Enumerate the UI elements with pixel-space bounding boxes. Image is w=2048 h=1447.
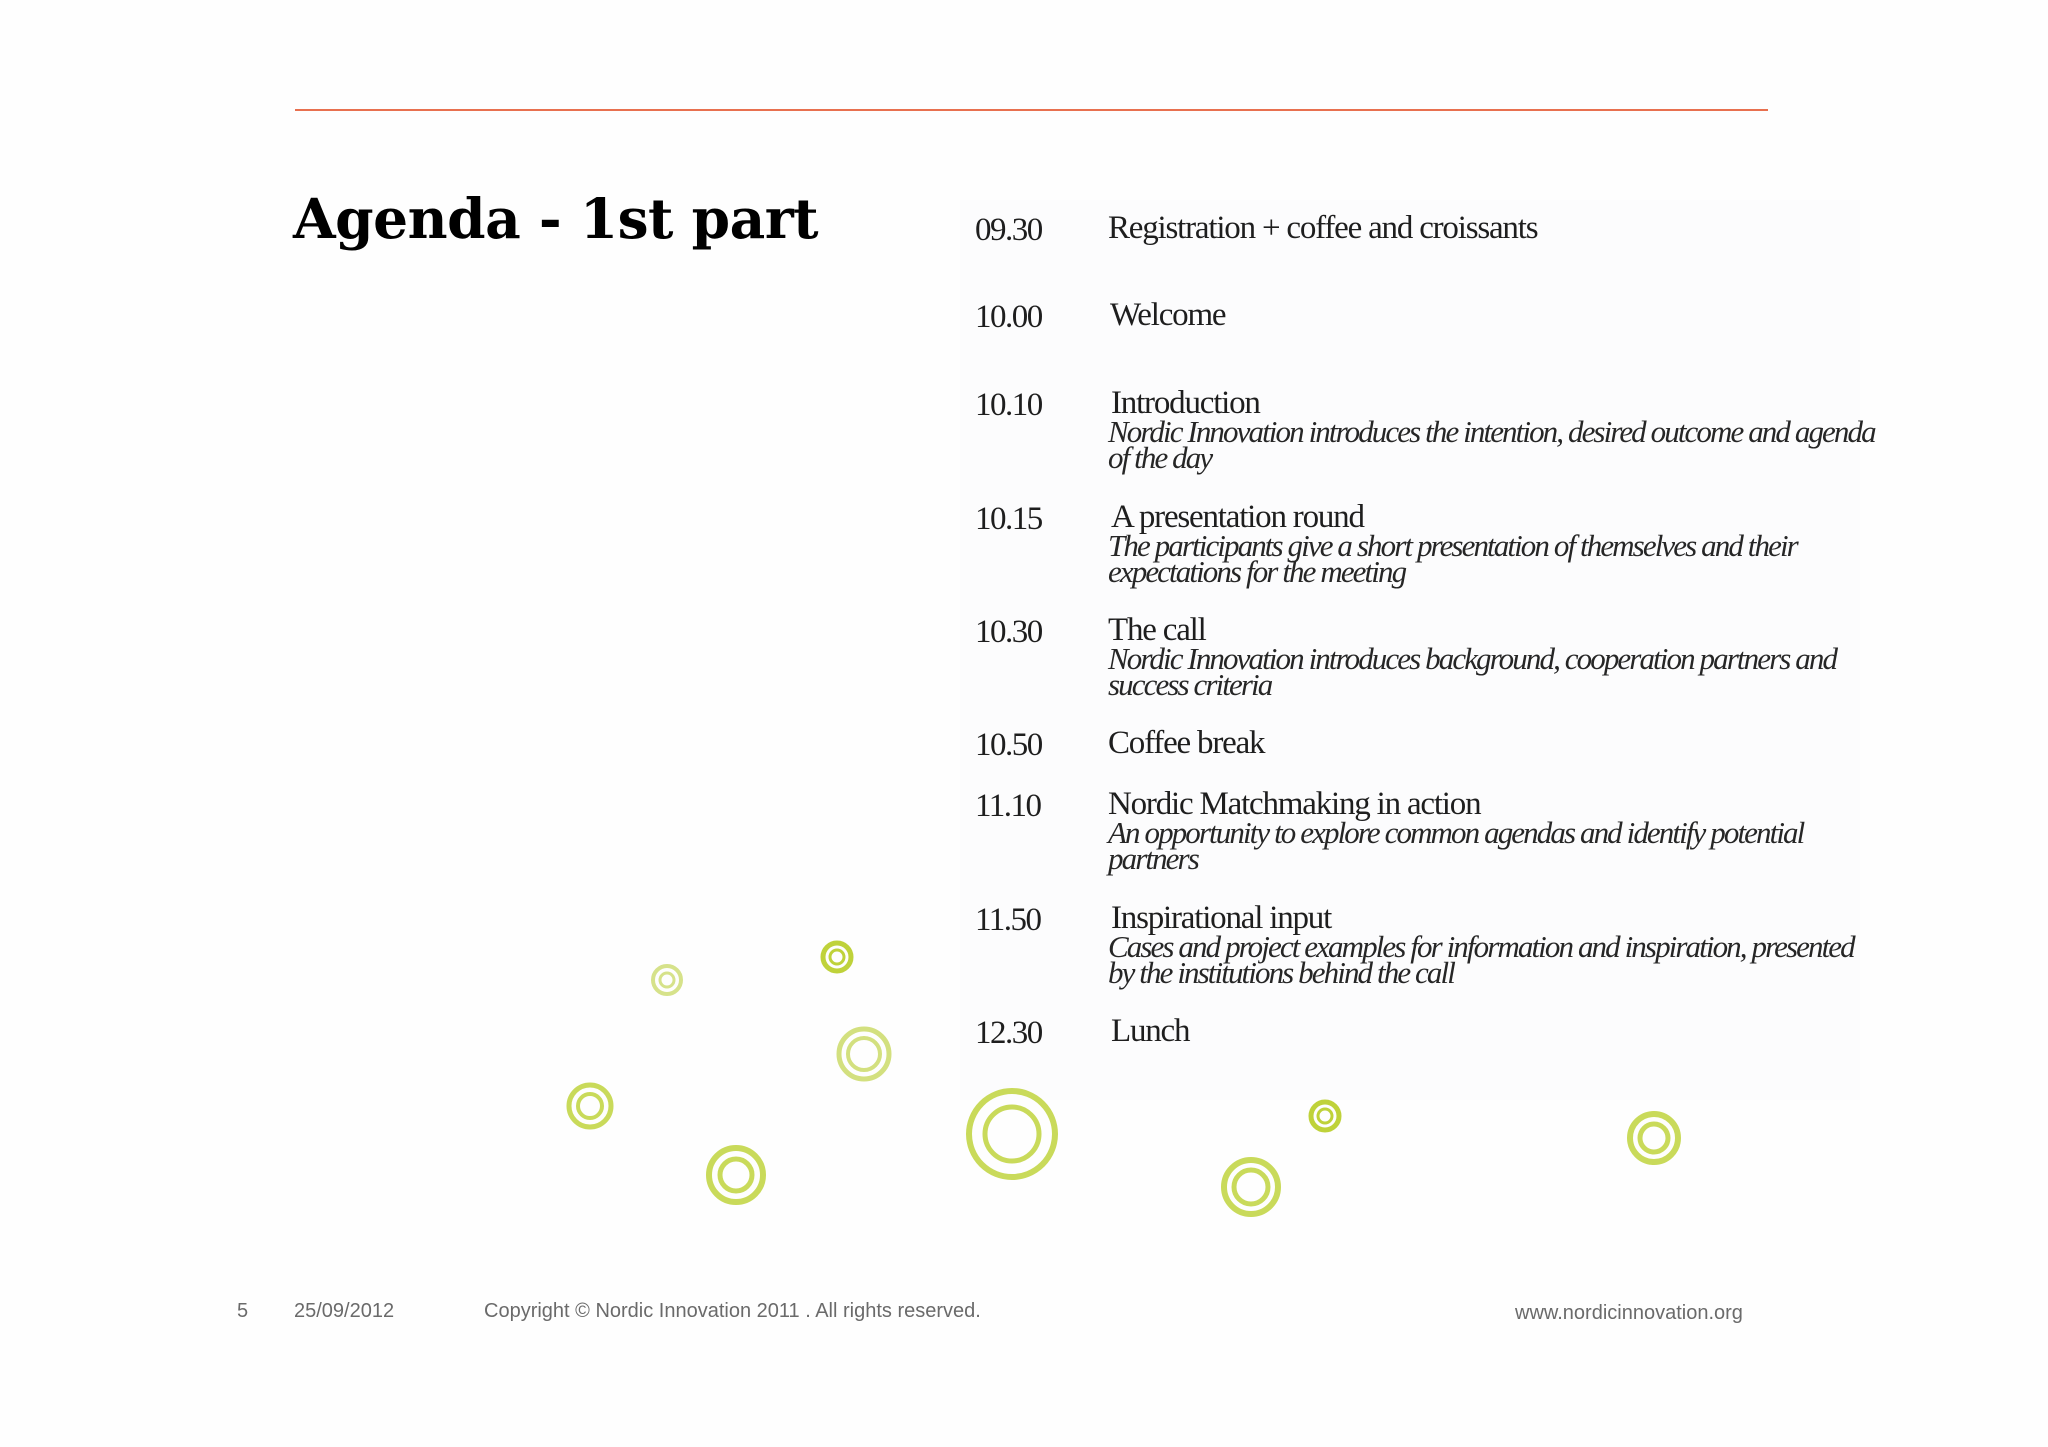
slide-title: Agenda - 1st part [293,186,819,251]
agenda-time: 11.50 [975,902,1041,938]
agenda-title: Lunch [1111,1013,1190,1049]
agenda-description: Nordic Innovation introduces background, cooperation partners and success criteria [1108,641,1837,702]
agenda-title: Welcome [1110,297,1226,333]
agenda-title: Registration + coffee and croissants [1108,210,1538,246]
agenda-title: A presentation round [1111,499,1364,535]
agenda-description: The participants give a short presentation of themselves and their expectations for the meeting [1108,528,1797,589]
agenda-title: Inspirational input [1111,900,1332,936]
agenda-title: Nordic Matchmaking in action [1108,786,1481,822]
agenda-title: Introduction [1111,385,1260,421]
agenda-description: Nordic Innovation introduces the intention, desired outcome and agenda of the day [1108,414,1875,475]
agenda-description: Cases and project examples for information and inspiration, presented by the institutions behind the call [1108,929,1854,990]
agenda-time: 12.30 [975,1015,1042,1051]
agenda-time: 11.10 [975,788,1041,824]
footer-website-link[interactable]: www.nordicinnovation.org [1515,1302,1743,1324]
agenda-time: 10.15 [975,501,1042,537]
agenda-time: 10.50 [975,727,1042,763]
agenda-time: 09.30 [975,212,1042,248]
agenda-time: 10.30 [975,614,1042,650]
agenda-time: 10.00 [975,299,1042,335]
top-divider [295,109,1768,111]
footer-date: 25/09/2012 [294,1300,395,1322]
page-number: 5 [237,1300,249,1322]
agenda-description: An opportunity to explore common agendas and identify potential partners [1108,815,1804,876]
footer-copyright: Copyright © Nordic Innovation 2011 . All rights reserved. [484,1300,981,1322]
agenda-title: The call [1108,612,1206,648]
agenda-time: 10.10 [975,387,1042,423]
agenda-title: Coffee break [1108,725,1265,761]
